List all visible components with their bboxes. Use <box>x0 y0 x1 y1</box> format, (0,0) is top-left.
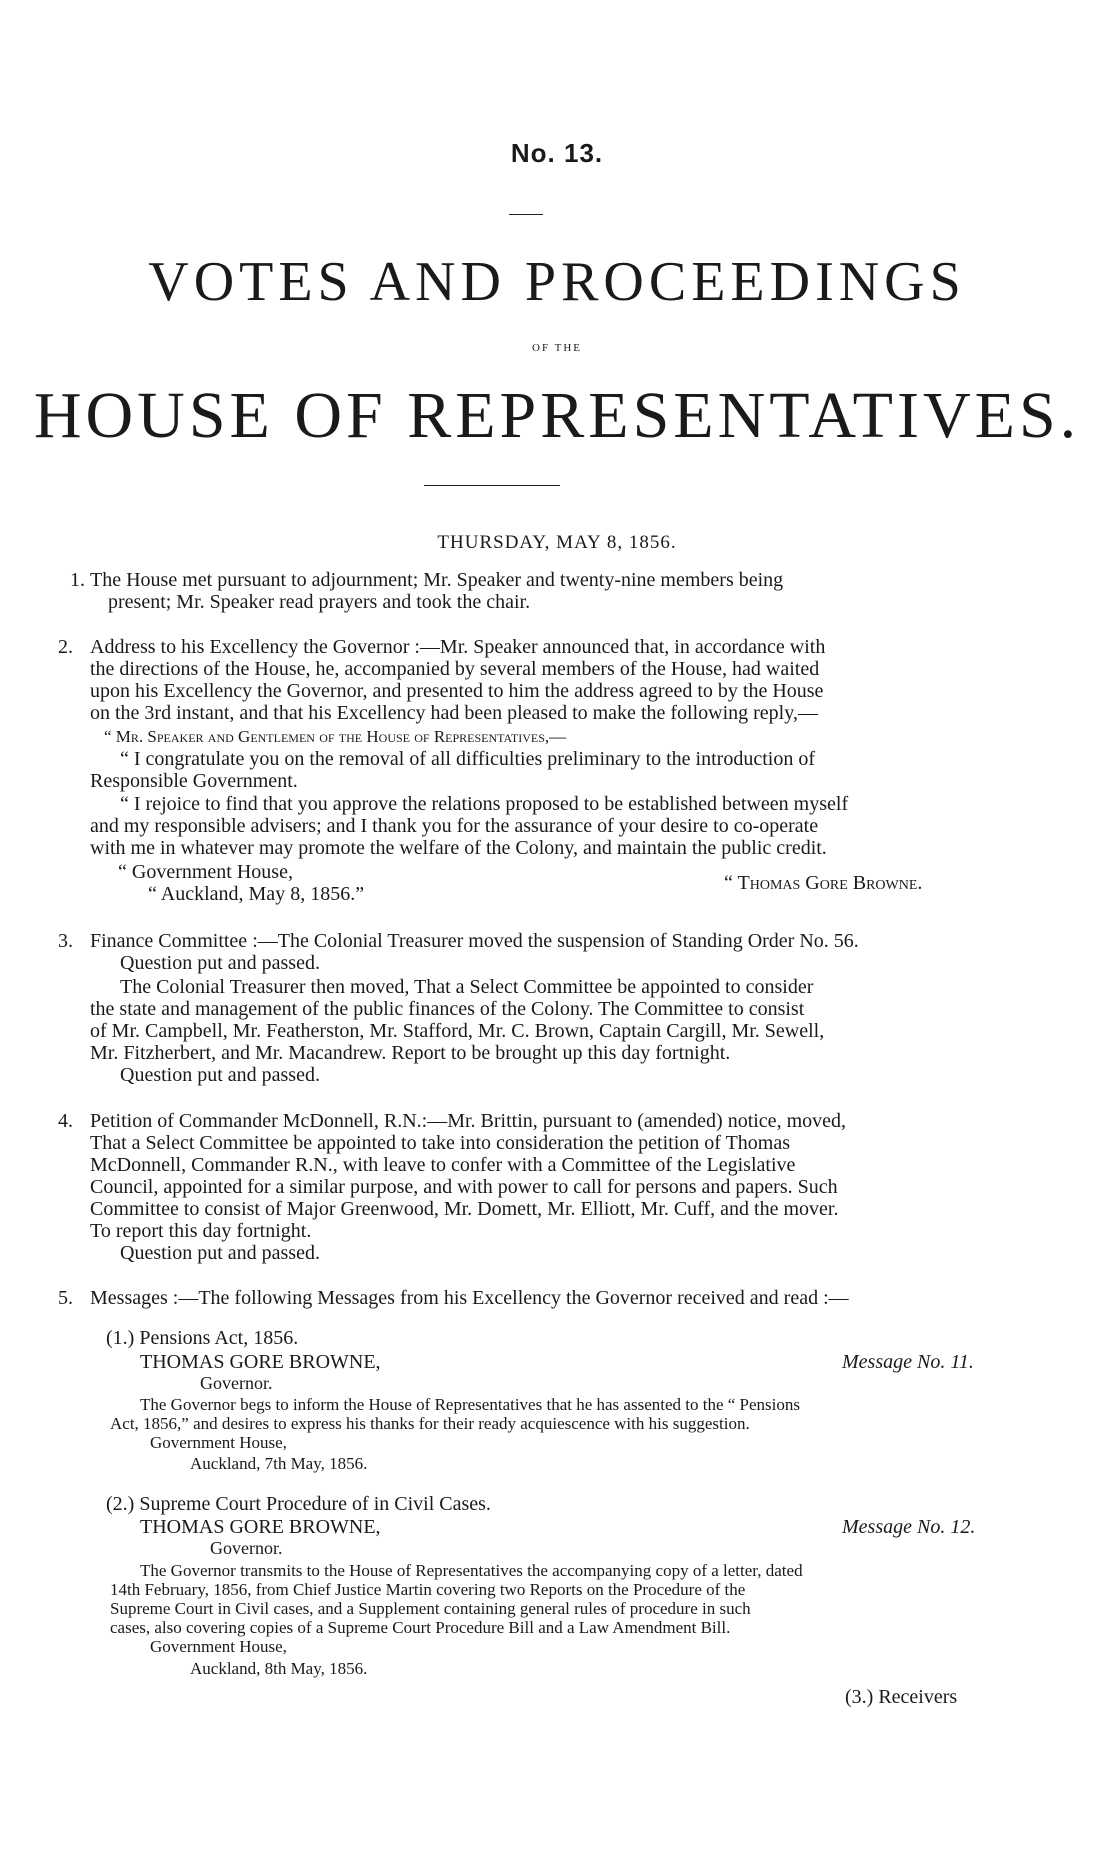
reply-p2-line-3: with me in whatever may promote the welfare of the Colony, and maintain the public credit. <box>90 837 827 859</box>
message-sender: THOMAS GORE BROWNE, <box>140 1351 381 1373</box>
message-body-line-2: 14th February, 1856, from Chief Justice Martin covering two Reports on the Procedure of the <box>110 1580 746 1599</box>
message-number: Message No. 11. <box>842 1351 974 1373</box>
item-2-line-2: the directions of the House, he, accompanied by several members of the House, had waited <box>90 658 820 680</box>
title-line-2: HOUSE OF REPRESENTATIVES. <box>33 379 1081 452</box>
sitting-date: THURSDAY, MAY 8, 1856. <box>437 532 677 553</box>
item-3-line-2: Question put and passed. <box>120 952 320 974</box>
item-3-line-5: of Mr. Campbell, Mr. Featherston, Mr. Stafford, Mr. C. Brown, Captain Cargill, Mr. Sewell, <box>90 1020 825 1042</box>
item-number: 3. <box>58 930 73 952</box>
text-line: The House met pursuant to adjournment; Mr. Speaker and twenty-nine members being <box>90 569 784 591</box>
message-body-line-4: cases, also covering copies of a Supreme Court Procedure Bill and a Law Amendment Bill. <box>110 1618 731 1637</box>
item-number: 2. <box>58 636 73 658</box>
reply-p2-line-1: “ I rejoice to find that you approve the relations proposed to be established between myself <box>120 793 849 815</box>
of-the-label: OF THE <box>532 342 582 354</box>
item-2-line-4: on the 3rd instant, and that his Excellency had been pleased to make the following reply,— <box>90 702 818 724</box>
reply-place-1: “ Government House, <box>118 861 293 883</box>
catchword: (3.) Receivers <box>845 1686 958 1708</box>
item-2-line-3: upon his Excellency the Governor, and presented to him the address agreed to by the House <box>90 680 824 702</box>
reply-p1-line-1: “ I congratulate you on the removal of all difficulties preliminary to the introduction of <box>120 748 815 770</box>
message-place-2: Auckland, 7th May, 1856. <box>190 1454 368 1473</box>
item-number: 5. <box>58 1287 73 1309</box>
message-sender-role: Governor. <box>200 1373 273 1393</box>
item-3-line-6: Mr. Fitzherbert, and Mr. Macandrew. Report to be brought up this day fortnight. <box>90 1042 731 1064</box>
message-heading: (2.) Supreme Court Procedure of in Civil Cases. <box>106 1493 491 1515</box>
short-rule <box>509 214 543 215</box>
item-5-line-1: Messages :—The following Messages from his Excellency the Governor received and read :— <box>90 1287 849 1309</box>
item-4-line-2: That a Select Committee be appointed to take into consideration the petition of Thomas <box>90 1132 791 1154</box>
item-4-line-5: Committee to consist of Major Greenwood, Mr. Domett, Mr. Elliott, Mr. Cuff, and the mover. <box>90 1198 839 1220</box>
message-number: Message No. 12. <box>842 1516 976 1538</box>
reply-salutation: “ Mr. Speaker and Gentlemen of the House of Representatives,— <box>104 727 567 746</box>
message-body-line-2: Act, 1856,” and desires to express his thanks for their ready acquiescence with his suggestion. <box>110 1414 750 1433</box>
item-4-line-6: To report this day fortnight. <box>90 1220 312 1242</box>
item-1-line-1 <box>90 569 986 591</box>
item-3-line-3: The Colonial Treasurer then moved, That a Select Committee be appointed to consider <box>120 976 814 998</box>
item-3-line-1: Finance Committee :—The Colonial Treasurer moved the suspension of Standing Order No. 56. <box>90 930 859 952</box>
item-4-line-1: Petition of Commander McDonnell, R.N.:—Mr. Brittin, pursuant to (amended) notice, moved, <box>90 1110 846 1132</box>
item-3-line-4: the state and management of the public finances of the Colony. The Committee to consist <box>90 998 805 1020</box>
message-place-1: Government House, <box>150 1433 287 1452</box>
reply-place-2: “ Auckland, May 8, 1856.” <box>148 883 365 905</box>
message-place-2: Auckland, 8th May, 1856. <box>190 1659 368 1678</box>
item-4-line-4: Council, appointed for a similar purpose, and with power to call for persons and papers. Such <box>90 1176 838 1198</box>
item-number: 1. <box>70 569 85 591</box>
title-rule <box>424 485 560 486</box>
reply-p2-line-2: and my responsible advisers; and I thank you for the assurance of your desire to co-operate <box>90 815 819 837</box>
item-2-line-1: Address to his Excellency the Governor :—Mr. Speaker announced that, in accordance with <box>90 636 826 658</box>
message-body-line-1: The Governor transmits to the House of Representatives the accompanying copy of a letter, dated <box>140 1561 803 1580</box>
message-sender-role: Governor. <box>210 1538 283 1558</box>
message-heading: (1.) Pensions Act, 1856. <box>106 1327 299 1349</box>
title-line-1: VOTES AND PROCEEDINGS <box>148 251 966 313</box>
message-sender: THOMAS GORE BROWNE, <box>140 1516 381 1538</box>
message-body-line-3: Supreme Court in Civil cases, and a Supplement containing general rules of procedure in such <box>110 1599 751 1618</box>
item-4-line-7: Question put and passed. <box>120 1242 320 1264</box>
message-body-line-1: The Governor begs to inform the House of Representatives that he has assented to the “ Pensions <box>140 1395 801 1414</box>
item-4-line-3: McDonnell, Commander R.N., with leave to confer with a Committee of the Legislative <box>90 1154 796 1176</box>
item-number: 4. <box>58 1110 73 1132</box>
reply-signature: “ Thomas Gore Browne. <box>724 872 923 894</box>
document-number: No. 13. <box>510 138 604 168</box>
message-place-1: Government House, <box>150 1637 287 1656</box>
item-3-line-7: Question put and passed. <box>120 1064 320 1086</box>
item-1-line-2: present; Mr. Speaker read prayers and took the chair. <box>108 591 531 613</box>
reply-p1-line-2: Responsible Government. <box>90 770 298 792</box>
